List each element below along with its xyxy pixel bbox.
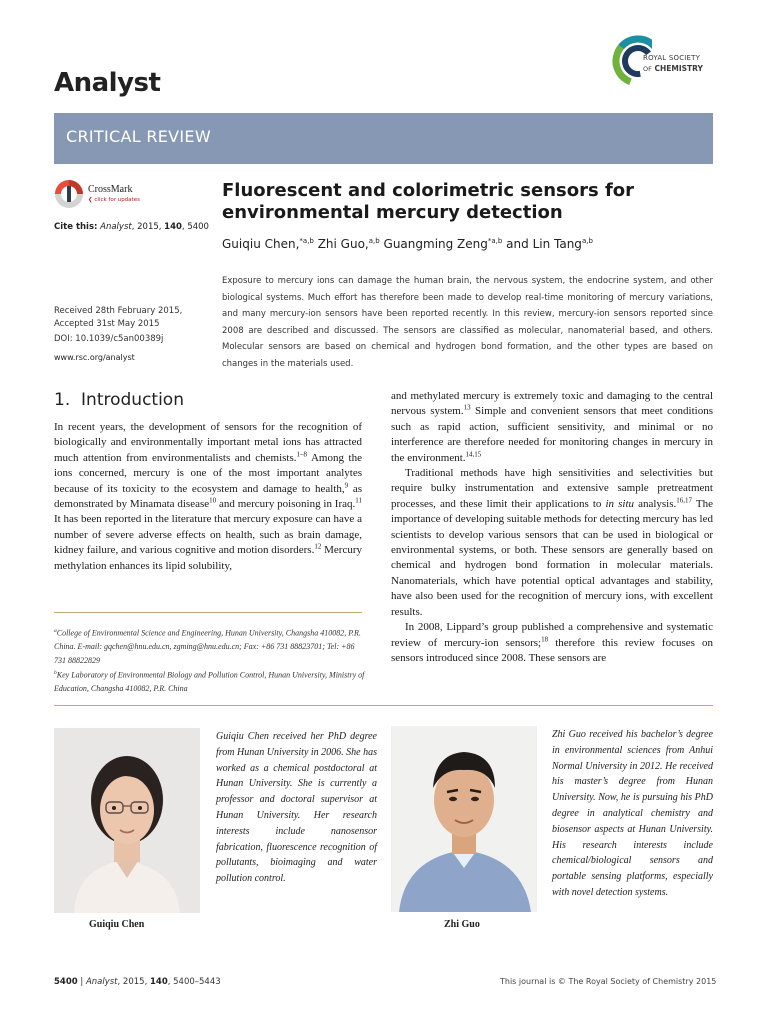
author-biography: Guiqiu Chen received her PhD degree from Hunan University in 2006. She has worked as a chemical postdoctoral at Hunan University. She is currently a professor and doctoral supervisor at Hunan University. Her research interests include nanosensor fabrication, fluorescence recognition of pollutants, bioimaging and water pollution control.	[216, 731, 378, 885]
journal-website-link[interactable]: www.rsc.org/analyst	[54, 353, 135, 362]
journal-title: Analyst	[54, 68, 161, 98]
rsc-logo-line1: ROYAL SOCIETY	[643, 54, 701, 62]
biography-divider	[54, 705, 713, 706]
crossmark-sublabel: ❮ click for updates	[88, 197, 140, 203]
rsc-logo-line2: OF CHEMISTRY	[643, 64, 703, 73]
citation-line: Cite this: Analyst, 2015, 140, 5400	[54, 222, 209, 232]
footnote-b: $^b$Key Laboratory of Environmental Biology and Pollution Control, Hunan University, Ministry of Education, Changsha 410082, P.R. China	[54, 670, 365, 694]
paragraph: and methylated mercury is extremely toxic and damaging to the central nervous system.$^{13}$ Simple and convenient sensors that meet conditions such as rapid action, sufficient sensitivity, and minimal or no interference are therefore needed for monitoring changes in mercury in the environment.$^{14,15}$	[391, 390, 714, 464]
article-type-banner	[54, 113, 713, 164]
footnote-divider	[54, 612, 362, 613]
paragraph: In recent years, the development of sensors for the recognition of biologically and environmentally important metal ions has attracted much attention from environmentalists and chemists.$^{1-8}$ Among the ions concerned, mercury is one of the most important analytes because of its toxicity to the ecosystem and damage to health,$^9$ as demonstrated by Minamata disease$^{10}$ and mercury poisoning in Iraq.$^{11}$ It has been reported in the literature that mercury exposure can have a number of severe adverse effects on health, such as brain damage, kidney failure, and various cognitive and motion disorders.$^{12}$ Mercury methylation enhances its lipid solubility,	[54, 421, 363, 572]
received-dates	[54, 305, 182, 331]
footnote-a: $^a$College of Environmental Science and Engineering, Hunan University, Changsha 410082, P.R. China. E-mail: gqchen@hnu.edu.cn, zgming@hnu.edu.cn; Fax: +86 731 88823701; Tel: +86 731 88822829	[54, 628, 361, 665]
author-name: Guiqiu Chen,	[222, 237, 300, 251]
paragraph: Traditional methods have high sensitivities and selectivities but require bulky instrumentation and extensive sample pretreatment processes, and these limit their applications to in situ analysis.$^{16,17}$ The importance of developing suitable methods for detecting mercury has led scientists to develop various sensors that can be used in biological or environmental systems, or both. These sensors are generally based on chemical and hydrogen bond formation in molecular materials. Nanomaterials, which have potential optical advantages and stability, have also been used for the recognition of mercury ions, with excellent results.	[391, 467, 713, 618]
article-type-label: CRITICAL REVIEW	[66, 127, 211, 146]
affiliation-footnotes	[54, 625, 366, 696]
crossmark-icon	[54, 178, 84, 210]
author-name: Guangming Zeng	[379, 237, 488, 251]
copyright-notice: This journal is © The Royal Society of Chemistry 2015	[500, 977, 717, 986]
photo-caption: Zhi Guo	[444, 919, 480, 930]
body-column-right	[391, 389, 713, 666]
doi[interactable]: DOI: 10.1039/c5an00389j	[54, 334, 164, 344]
body-column-left	[54, 420, 362, 574]
crossmark-badge[interactable]	[54, 178, 144, 212]
article-title: Fluorescent and colorimetric sensors for environmental mercury detection	[222, 180, 635, 223]
accepted-date: Accepted 31st May 2015	[54, 319, 160, 329]
section-heading-introduction: 1. Introduction	[54, 390, 184, 410]
paragraph: In 2008, Lippard’s group published a comprehensive and systematic review of mercury-ion sensors;$^{18}$ therefore this review focuses on sensors introduced since 2008. These sensors are	[391, 621, 713, 664]
author-name: Zhi Guo,	[313, 237, 369, 251]
rsc-logo[interactable]	[612, 25, 722, 95]
received-date: Received 28th February 2015,	[54, 306, 183, 316]
author-photo-zhi-guo	[391, 726, 537, 912]
page-footer-citation: 5400 | Analyst, 2015, 140, 5400–5443	[54, 977, 221, 987]
author-photo-guiqiu-chen	[54, 728, 200, 913]
crossmark-label: CrossMark	[88, 184, 133, 195]
author-list: Guiqiu Chen,$^{*a,b}$ Zhi Guo,$^{a,b}$ Guangming Zeng$^{*a,b}$ and Lin Tang$^{a,b}$	[222, 237, 593, 251]
photo-caption: Guiqiu Chen	[89, 919, 145, 930]
author-biography: Zhi Guo received his bachelor’s degree in environmental sciences from Anhui Normal University in 2012. He received his master’s degree from Hunan University. Now, he is pursuing his PhD degree in analytical chemistry and biosensor aspects at Hunan University. His research interests include chemical/biological sensors and portable sensing platforms, especially with novel detection systems.	[552, 729, 713, 898]
abstract: Exposure to mercury ions can damage the human brain, the nervous system, the endocrine system, and other biological systems. Much effort has therefore been made to develop real-time monitoring of mercury variations, and many mercury-ion sensors have been reported recently. In this review, mercury-ion sensors reported since 2008 are described and discussed. The sensors are classified as molecular, nanomaterial based, and others. Molecular sensors are based on chemical and hydrogen bond formation, and the other types are based on changes in the materials used.	[222, 276, 713, 369]
author-name: and Lin Tang	[502, 237, 582, 251]
